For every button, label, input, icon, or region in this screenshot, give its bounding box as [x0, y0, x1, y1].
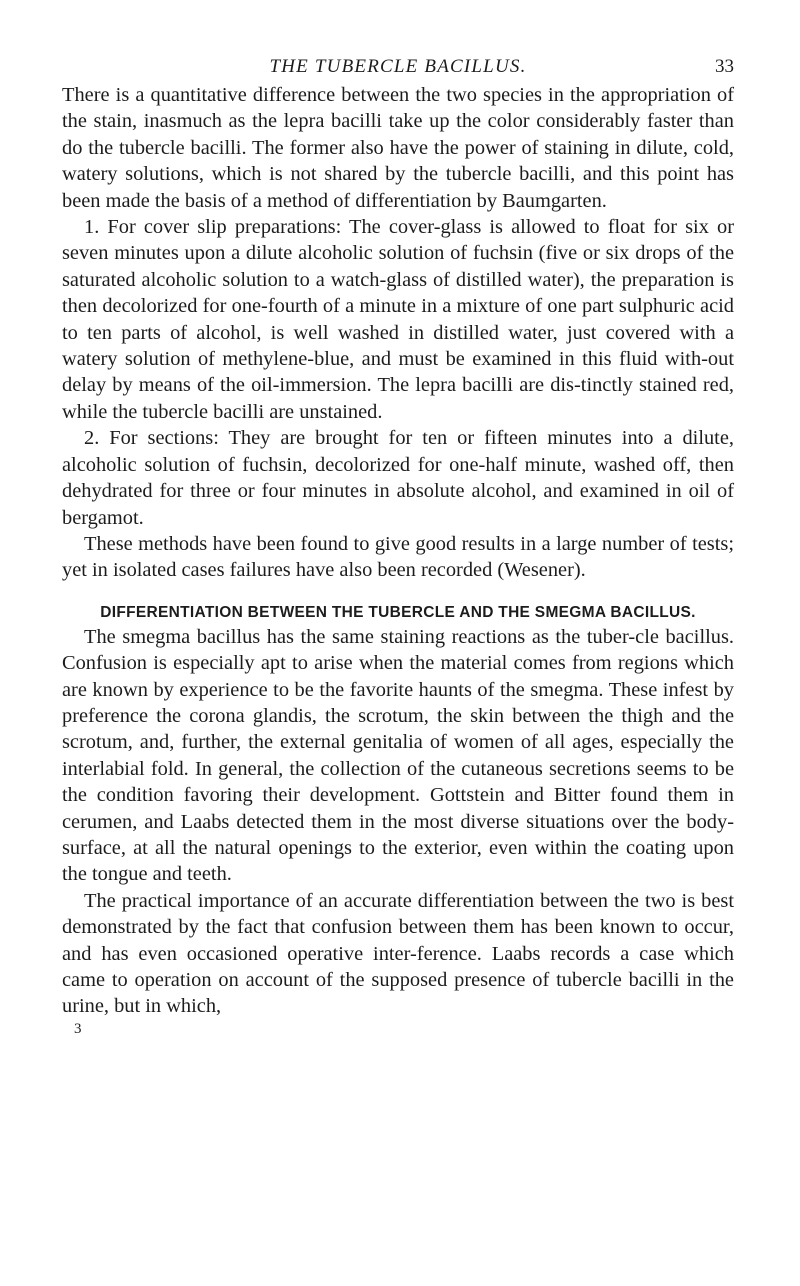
- page-number: 33: [715, 56, 734, 77]
- running-title: THE TUBERCLE BACILLUS.: [269, 56, 527, 77]
- section-heading: DIFFERENTIATION BETWEEN THE TUBERCLE AND THE SMEGMA BACILLUS.: [100, 603, 696, 621]
- book-page: [62, 52, 734, 1038]
- paragraph-cover-slip-method: 1. For cover slip preparations: The cover-glass is allowed to float for six or seven minutes upon a dilute alcoholic solution of fuchsin (five or six drops of the saturated alcoholic solution to a watch-glass of distilled water), the preparation is then decolorized for one-fourth of a minute in a mixture of one part sulphuric acid to ten parts of alcohol, is well washed in distilled water, just covered with a watery solution of methylene-blue, and must be examined in this fluid with-out delay by means of the oil-immersion. The lepra bacilli are dis-tinctly stained red, while the tubercle bacilli are unstained.: [62, 216, 734, 423]
- paragraph-method-results: These methods have been found to give good results in a large number of tests; yet in isolated cases failures have also been recorded (Wesener).: [62, 532, 734, 582]
- paragraph-practical-importance: The practical importance of an accurate differentiation between the two is best demonstrated by the fact that confusion between them has been known to occur, and has even occasioned operative inter-ference. Laabs records a case which came to operation on account of the supposed presence of tubercle bacilli in the urine, but in which,: [62, 889, 734, 1018]
- signature-mark: 3: [74, 1020, 82, 1037]
- paragraph-smegma-bacillus: The smegma bacillus has the same staining reactions as the tuber-cle bacillus. Confusion is especially apt to arise when the material comes from regions which are known by experience to be the favorite haunts of the smegma. These infest by preference the corona glandis, the scrotum, the skin between the thigh and the scrotum, and, further, the external genitalia of women of all ages, especially the interlabial fold. In general, the collection of the cutaneous secretions seems to be the condition favoring their development. Gottstein and Bitter found them in cerumen, and Laabs detected them in the most diverse situations over the body-surface, at all the natural openings to the exterior, even within the coating upon the tongue and teeth.: [62, 625, 734, 886]
- paragraph-quantitative-difference: There is a quantitative difference between the two species in the appropriation of the stain, inasmuch as the lepra bacilli take up the color considerably faster than do the tubercle bacilli. The former also have the power of staining in dilute, cold, watery solutions, which is not shared by the tubercle bacilli, and this point has been made the basis of a method of differentiation by Baumgarten.: [62, 84, 734, 212]
- paragraph-sections-method: 2. For sections: They are brought for ten or fifteen minutes into a dilute, alcoholic solution of fuchsin, decolorized for one-half minute, washed off, then dehydrated for three or four minutes in absolute alcohol, and examined in oil of bergamot.: [62, 427, 734, 529]
- running-head: [62, 52, 734, 82]
- body-text: [62, 82, 734, 1020]
